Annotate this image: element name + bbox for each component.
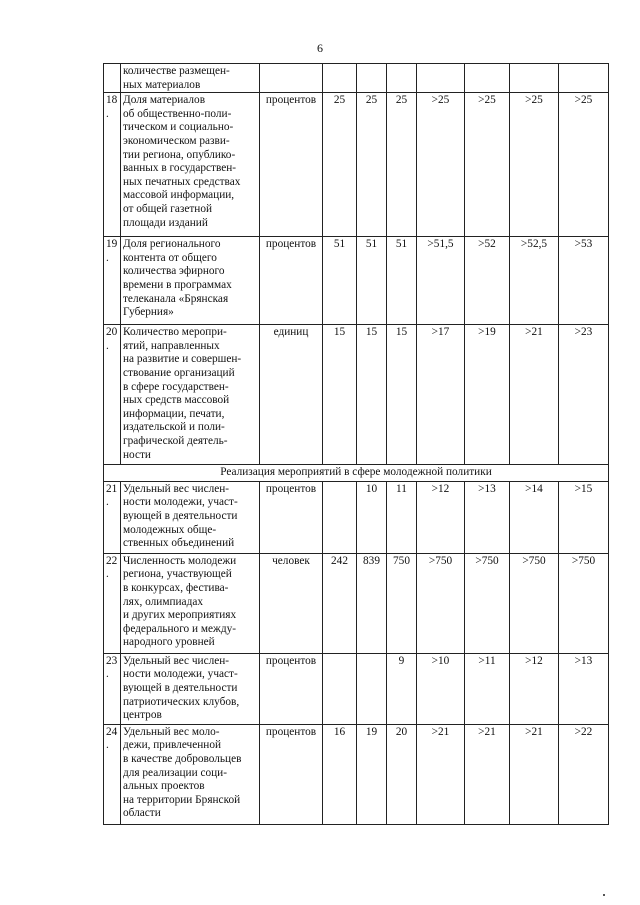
value-cell: 9 [387, 653, 417, 724]
value-cell: 750 [387, 553, 417, 653]
row-number: 18. [104, 93, 121, 237]
value-cell: 15 [387, 325, 417, 465]
row-number: 19. [104, 237, 121, 325]
value-cell: 25 [357, 93, 387, 237]
value-cell: 15 [323, 325, 357, 465]
value-cell: >750 [417, 553, 465, 653]
value-cell [387, 64, 417, 93]
indicator-name: Доля регионального контента от общего количества эфирного времени в программах телеканала «Брянская Губерния» [121, 237, 260, 325]
table-row [104, 237, 609, 325]
value-cell [357, 64, 387, 93]
value-cell [323, 481, 357, 553]
table-row [104, 93, 609, 237]
row-number: 21. [104, 481, 121, 553]
value-cell: 11 [387, 481, 417, 553]
value-cell: 15 [357, 325, 387, 465]
value-cell: >13 [465, 481, 510, 553]
unit-cell: человек [260, 553, 323, 653]
value-cell: >53 [559, 237, 609, 325]
indicator-name: Удельный вес числен- ности молодежи, участ- вующей в деятельности патриотических клубов, центров [121, 653, 260, 724]
value-cell: >25 [417, 93, 465, 237]
value-cell: >51,5 [417, 237, 465, 325]
row-number [104, 64, 121, 93]
indicator-name: количестве размещен- ных материалов [121, 64, 260, 93]
value-cell: >17 [417, 325, 465, 465]
value-cell: 51 [387, 237, 417, 325]
indicator-name: Удельный вес моло- дежи, привлеченной в качестве добровольцев для реализации соци- альных проектов на территории Брянской области [121, 724, 260, 824]
unit-cell [260, 64, 323, 93]
unit-cell: процентов [260, 481, 323, 553]
value-cell: >52 [465, 237, 510, 325]
value-cell: >21 [510, 724, 559, 824]
table-row [104, 481, 609, 553]
value-cell: >25 [559, 93, 609, 237]
table-row [104, 653, 609, 724]
value-cell: 839 [357, 553, 387, 653]
value-cell: >25 [465, 93, 510, 237]
page-number: 6 [317, 41, 323, 55]
value-cell: 25 [323, 93, 357, 237]
section-title: Реализация мероприятий в сфере молодежной политики [104, 465, 609, 482]
value-cell: 242 [323, 553, 357, 653]
value-cell [357, 653, 387, 724]
value-cell: >14 [510, 481, 559, 553]
indicator-name: Количество меропри- ятий, направленных на развитие и совершен- ствование организаций в сфере государствен- ных средств массовой информации, печати, издательской и поли- графической деятель- ности [121, 325, 260, 465]
value-cell: >11 [465, 653, 510, 724]
value-cell: >21 [417, 724, 465, 824]
value-cell: >52,5 [510, 237, 559, 325]
value-cell: 20 [387, 724, 417, 824]
table-row [104, 553, 609, 653]
row-number: 24. [104, 724, 121, 824]
table-row [104, 64, 609, 93]
value-cell: 19 [357, 724, 387, 824]
value-cell [510, 64, 559, 93]
value-cell: >21 [510, 325, 559, 465]
indicators-table [103, 63, 609, 825]
indicator-name: Численность молодежи региона, участвующей в конкурсах, фестива- лях, олимпиадах и других мероприятиях федерального и между- народного уровней [121, 553, 260, 653]
value-cell: 16 [323, 724, 357, 824]
value-cell: >15 [559, 481, 609, 553]
value-cell: 25 [387, 93, 417, 237]
value-cell: 51 [323, 237, 357, 325]
value-cell: >12 [417, 481, 465, 553]
unit-cell: единиц [260, 325, 323, 465]
scan-speck [603, 894, 605, 896]
unit-cell: процентов [260, 237, 323, 325]
row-number: 20. [104, 325, 121, 465]
value-cell: 10 [357, 481, 387, 553]
row-number: 23. [104, 653, 121, 724]
table-row [104, 724, 609, 824]
value-cell: >750 [559, 553, 609, 653]
table-body [104, 64, 609, 825]
value-cell: >10 [417, 653, 465, 724]
value-cell [559, 64, 609, 93]
value-cell [323, 64, 357, 93]
value-cell: >25 [510, 93, 559, 237]
row-number: 22. [104, 553, 121, 653]
value-cell: >19 [465, 325, 510, 465]
value-cell: >23 [559, 325, 609, 465]
table-row [104, 325, 609, 465]
unit-cell: процентов [260, 93, 323, 237]
value-cell: 51 [357, 237, 387, 325]
indicator-name: Удельный вес числен- ности молодежи, участ- вующей в деятельности молодежных обще- ственных объединений [121, 481, 260, 553]
value-cell [323, 653, 357, 724]
value-cell [417, 64, 465, 93]
section-header-row [104, 465, 609, 482]
value-cell: >13 [559, 653, 609, 724]
unit-cell: процентов [260, 653, 323, 724]
indicator-name: Доля материалов об общественно-поли- тическом и социально- экономическом разви- тии региона, опублико- ванных в государствен- ных печатных средствах массовой информации, от общей газетной площади изданий [121, 93, 260, 237]
value-cell [465, 64, 510, 93]
value-cell: >22 [559, 724, 609, 824]
value-cell: >12 [510, 653, 559, 724]
value-cell: >750 [510, 553, 559, 653]
value-cell: >750 [465, 553, 510, 653]
unit-cell: процентов [260, 724, 323, 824]
value-cell: >21 [465, 724, 510, 824]
